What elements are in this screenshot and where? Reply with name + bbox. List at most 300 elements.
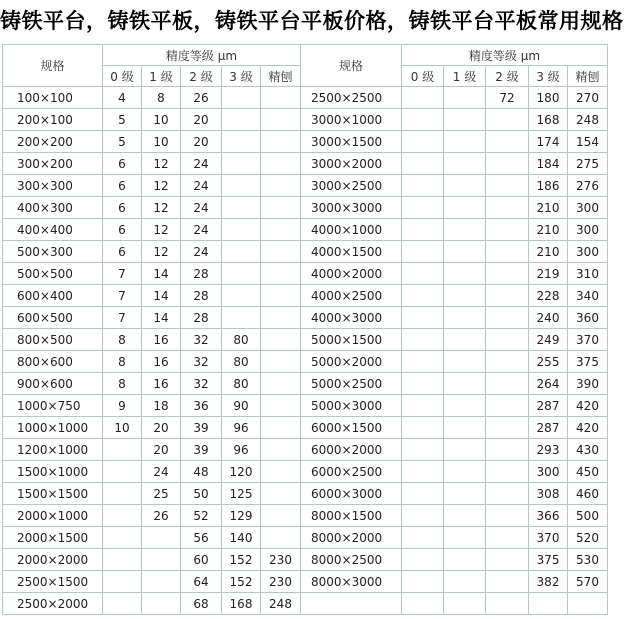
right-planed-cell: 300 [568, 241, 608, 263]
left-grade-2-cell: 26 [181, 87, 222, 109]
left-grade-0-cell [103, 549, 142, 571]
right-grade-1-cell [444, 109, 486, 131]
right-planed-cell: 300 [568, 197, 608, 219]
left-grade-3-cell [222, 175, 261, 197]
grade-3-header: 3 级 [222, 66, 261, 87]
table-row [3, 593, 608, 615]
left-planed-cell [261, 87, 301, 109]
left-planed-cell [261, 505, 301, 527]
left-grade-2-cell: 56 [181, 527, 222, 549]
left-planed-cell [261, 351, 301, 373]
table-row [3, 87, 608, 109]
table-row [3, 153, 608, 175]
right-grade-2-cell [486, 329, 529, 351]
left-planed-cell: 248 [261, 593, 301, 615]
spec-table [2, 44, 608, 615]
right-grade-2-cell [486, 373, 529, 395]
right-grade-2-cell [486, 109, 529, 131]
left-grade-2-cell: 24 [181, 175, 222, 197]
left-grade-0-cell: 9 [103, 395, 142, 417]
right-planed-cell: 420 [568, 395, 608, 417]
right-size-cell: 8000×2500 [301, 549, 402, 571]
right-planed-cell: 375 [568, 351, 608, 373]
right-grade-3-cell: 287 [529, 395, 568, 417]
right-planed-cell: 340 [568, 285, 608, 307]
grade-2-header: 2 级 [486, 66, 529, 87]
left-grade-3-cell [222, 131, 261, 153]
right-grade-0-cell [402, 109, 444, 131]
right-grade-0-cell [402, 505, 444, 527]
left-grade-2-cell: 28 [181, 263, 222, 285]
right-grade-1-cell [444, 593, 486, 615]
left-size-cell: 1500×1000 [3, 461, 103, 483]
right-grade-3-cell: 210 [529, 219, 568, 241]
right-grade-0-cell [402, 329, 444, 351]
left-grade-1-cell: 24 [142, 461, 181, 483]
table-row [3, 263, 608, 285]
spec-header: 规格 [3, 45, 103, 87]
table-row [3, 373, 608, 395]
right-grade-3-cell: 308 [529, 483, 568, 505]
right-grade-0-cell [402, 395, 444, 417]
right-grade-3-cell [529, 593, 568, 615]
left-planed-cell [261, 197, 301, 219]
right-grade-3-cell: 249 [529, 329, 568, 351]
right-size-cell: 4000×2500 [301, 285, 402, 307]
right-grade-2-cell [486, 505, 529, 527]
left-planed-cell [261, 373, 301, 395]
right-size-cell: 8000×1500 [301, 505, 402, 527]
right-planed-cell: 154 [568, 131, 608, 153]
left-planed-cell: 230 [261, 571, 301, 593]
left-grade-3-cell: 90 [222, 395, 261, 417]
right-grade-3-cell: 168 [529, 109, 568, 131]
right-planed-cell: 570 [568, 571, 608, 593]
right-planed-cell: 430 [568, 439, 608, 461]
left-grade-1-cell [142, 549, 181, 571]
right-size-cell: 2500×2500 [301, 87, 402, 109]
right-size-cell: 4000×2000 [301, 263, 402, 285]
right-grade-0-cell [402, 263, 444, 285]
right-grade-2-cell [486, 131, 529, 153]
left-grade-1-cell: 16 [142, 351, 181, 373]
right-planed-cell: 420 [568, 417, 608, 439]
left-size-cell: 900×600 [3, 373, 103, 395]
left-grade-3-cell: 80 [222, 351, 261, 373]
right-grade-2-cell [486, 417, 529, 439]
grade-3-header: 3 级 [529, 66, 568, 87]
left-planed-cell [261, 417, 301, 439]
left-grade-1-cell: 12 [142, 197, 181, 219]
left-grade-1-cell: 10 [142, 131, 181, 153]
left-planed-cell [261, 527, 301, 549]
left-size-cell: 1000×750 [3, 395, 103, 417]
right-planed-cell: 248 [568, 109, 608, 131]
right-planed-cell: 360 [568, 307, 608, 329]
left-grade-2-cell: 24 [181, 219, 222, 241]
right-grade-2-cell [486, 527, 529, 549]
right-grade-1-cell [444, 505, 486, 527]
left-grade-0-cell [103, 527, 142, 549]
right-grade-2-cell [486, 263, 529, 285]
right-grade-0-cell [402, 241, 444, 263]
left-planed-cell [261, 461, 301, 483]
left-size-cell: 1000×1000 [3, 417, 103, 439]
left-grade-0-cell: 7 [103, 307, 142, 329]
table-row [3, 571, 608, 593]
left-size-cell: 2000×2000 [3, 549, 103, 571]
right-size-cell: 4000×1500 [301, 241, 402, 263]
planed-header: 精刨 [568, 66, 608, 87]
left-grade-2-cell: 36 [181, 395, 222, 417]
left-size-cell: 300×300 [3, 175, 103, 197]
left-grade-2-cell: 28 [181, 307, 222, 329]
right-grade-0-cell [402, 461, 444, 483]
right-grade-0-cell [402, 527, 444, 549]
left-grade-2-cell: 28 [181, 285, 222, 307]
right-planed-cell: 270 [568, 87, 608, 109]
right-size-cell: 5000×1500 [301, 329, 402, 351]
left-grade-0-cell: 5 [103, 109, 142, 131]
left-grade-2-cell: 39 [181, 417, 222, 439]
left-grade-3-cell: 140 [222, 527, 261, 549]
right-size-cell: 5000×2500 [301, 373, 402, 395]
right-grade-2-cell [486, 307, 529, 329]
left-size-cell: 600×500 [3, 307, 103, 329]
left-grade-0-cell: 6 [103, 219, 142, 241]
left-grade-3-cell: 96 [222, 439, 261, 461]
left-size-cell: 800×600 [3, 351, 103, 373]
right-grade-3-cell: 210 [529, 241, 568, 263]
right-size-cell: 5000×2000 [301, 351, 402, 373]
left-grade-2-cell: 32 [181, 373, 222, 395]
left-grade-3-cell: 120 [222, 461, 261, 483]
left-grade-3-cell [222, 219, 261, 241]
left-grade-0-cell: 6 [103, 241, 142, 263]
right-grade-2-cell [486, 483, 529, 505]
left-grade-2-cell: 52 [181, 505, 222, 527]
right-size-cell: 4000×3000 [301, 307, 402, 329]
right-grade-2-cell [486, 549, 529, 571]
right-grade-3-cell: 382 [529, 571, 568, 593]
right-grade-0-cell [402, 131, 444, 153]
left-grade-3-cell [222, 197, 261, 219]
left-grade-2-cell: 24 [181, 241, 222, 263]
grade-1-header: 1 级 [142, 66, 181, 87]
right-grade-2-cell [486, 175, 529, 197]
right-size-cell: 8000×2000 [301, 527, 402, 549]
left-grade-2-cell: 60 [181, 549, 222, 571]
left-size-cell: 2000×1500 [3, 527, 103, 549]
left-planed-cell [261, 483, 301, 505]
right-grade-1-cell [444, 571, 486, 593]
table-row [3, 329, 608, 351]
right-grade-3-cell: 366 [529, 505, 568, 527]
left-grade-2-cell: 64 [181, 571, 222, 593]
left-grade-3-cell: 152 [222, 571, 261, 593]
right-grade-0-cell [402, 593, 444, 615]
left-grade-1-cell: 20 [142, 417, 181, 439]
left-planed-cell [261, 439, 301, 461]
left-grade-1-cell: 12 [142, 241, 181, 263]
right-grade-1-cell [444, 285, 486, 307]
right-grade-3-cell: 240 [529, 307, 568, 329]
right-grade-3-cell: 375 [529, 549, 568, 571]
page-title: 铸铁平台，铸铁平板，铸铁平台平板价格，铸铁平台平板常用规格 [0, 8, 624, 33]
right-grade-1-cell [444, 373, 486, 395]
right-grade-3-cell: 184 [529, 153, 568, 175]
precision-header: 精度等级 μm [103, 45, 301, 66]
right-planed-cell: 275 [568, 153, 608, 175]
right-grade-3-cell: 219 [529, 263, 568, 285]
left-grade-0-cell: 7 [103, 285, 142, 307]
table-row [3, 549, 608, 571]
left-grade-1-cell: 14 [142, 285, 181, 307]
right-grade-0-cell [402, 87, 444, 109]
right-grade-3-cell: 293 [529, 439, 568, 461]
right-grade-1-cell [444, 549, 486, 571]
table-row [3, 241, 608, 263]
right-grade-3-cell: 300 [529, 461, 568, 483]
left-grade-0-cell: 4 [103, 87, 142, 109]
left-grade-0-cell [103, 505, 142, 527]
left-grade-0-cell: 6 [103, 153, 142, 175]
table-row [3, 175, 608, 197]
left-grade-3-cell: 80 [222, 329, 261, 351]
right-grade-3-cell: 370 [529, 527, 568, 549]
left-grade-2-cell: 68 [181, 593, 222, 615]
left-planed-cell [261, 395, 301, 417]
right-grade-0-cell [402, 175, 444, 197]
left-grade-3-cell [222, 109, 261, 131]
right-grade-0-cell [402, 571, 444, 593]
left-grade-1-cell: 25 [142, 483, 181, 505]
right-grade-3-cell: 287 [529, 417, 568, 439]
left-grade-2-cell: 20 [181, 131, 222, 153]
right-grade-0-cell [402, 307, 444, 329]
left-grade-2-cell: 20 [181, 109, 222, 131]
right-planed-cell: 450 [568, 461, 608, 483]
left-grade-1-cell: 12 [142, 219, 181, 241]
left-size-cell: 500×300 [3, 241, 103, 263]
right-size-cell: 6000×1500 [301, 417, 402, 439]
left-grade-0-cell [103, 439, 142, 461]
left-grade-3-cell [222, 307, 261, 329]
right-grade-2-cell [486, 571, 529, 593]
right-grade-1-cell [444, 241, 486, 263]
left-grade-3-cell: 80 [222, 373, 261, 395]
right-grade-1-cell [444, 307, 486, 329]
left-grade-1-cell: 10 [142, 109, 181, 131]
left-grade-1-cell [142, 571, 181, 593]
right-size-cell: 3000×3000 [301, 197, 402, 219]
left-size-cell: 600×400 [3, 285, 103, 307]
right-grade-1-cell [444, 417, 486, 439]
left-planed-cell: 230 [261, 549, 301, 571]
right-size-cell: 3000×1000 [301, 109, 402, 131]
left-planed-cell [261, 329, 301, 351]
grade-1-header: 1 级 [444, 66, 486, 87]
left-size-cell: 1200×1000 [3, 439, 103, 461]
left-grade-3-cell [222, 241, 261, 263]
right-planed-cell: 390 [568, 373, 608, 395]
right-grade-1-cell [444, 197, 486, 219]
table-row [3, 527, 608, 549]
spec-header: 规格 [301, 45, 402, 87]
left-grade-2-cell: 24 [181, 153, 222, 175]
table-row [3, 417, 608, 439]
left-planed-cell [261, 175, 301, 197]
right-size-cell: 6000×3000 [301, 483, 402, 505]
left-grade-1-cell: 12 [142, 153, 181, 175]
left-grade-0-cell [103, 571, 142, 593]
right-grade-1-cell [444, 395, 486, 417]
grade-2-header: 2 级 [181, 66, 222, 87]
left-grade-1-cell: 8 [142, 87, 181, 109]
left-size-cell: 500×500 [3, 263, 103, 285]
right-planed-cell [568, 593, 608, 615]
right-size-cell [301, 593, 402, 615]
left-grade-0-cell: 6 [103, 175, 142, 197]
left-grade-2-cell: 50 [181, 483, 222, 505]
right-grade-2-cell [486, 285, 529, 307]
left-size-cell: 300×200 [3, 153, 103, 175]
left-grade-1-cell [142, 527, 181, 549]
left-grade-0-cell: 8 [103, 351, 142, 373]
table-row [3, 285, 608, 307]
table-row [3, 197, 608, 219]
right-planed-cell: 520 [568, 527, 608, 549]
right-grade-3-cell: 228 [529, 285, 568, 307]
left-size-cell: 200×200 [3, 131, 103, 153]
table-row [3, 307, 608, 329]
left-grade-2-cell: 32 [181, 351, 222, 373]
left-grade-0-cell [103, 483, 142, 505]
left-size-cell: 1500×1500 [3, 483, 103, 505]
right-planed-cell: 370 [568, 329, 608, 351]
table-row [3, 395, 608, 417]
right-size-cell: 3000×1500 [301, 131, 402, 153]
left-grade-0-cell [103, 461, 142, 483]
right-grade-1-cell [444, 461, 486, 483]
left-grade-0-cell: 10 [103, 417, 142, 439]
right-grade-1-cell [444, 263, 486, 285]
left-planed-cell [261, 131, 301, 153]
right-grade-1-cell [444, 131, 486, 153]
right-grade-3-cell: 264 [529, 373, 568, 395]
left-planed-cell [261, 285, 301, 307]
right-grade-2-cell [486, 351, 529, 373]
left-grade-3-cell: 96 [222, 417, 261, 439]
left-grade-3-cell [222, 285, 261, 307]
left-size-cell: 400×400 [3, 219, 103, 241]
right-grade-2-cell: 72 [486, 87, 529, 109]
right-planed-cell: 530 [568, 549, 608, 571]
right-grade-2-cell [486, 395, 529, 417]
left-grade-1-cell: 14 [142, 263, 181, 285]
table-row [3, 483, 608, 505]
right-planed-cell: 276 [568, 175, 608, 197]
left-size-cell: 100×100 [3, 87, 103, 109]
planed-header: 精刨 [261, 66, 301, 87]
left-grade-2-cell: 39 [181, 439, 222, 461]
left-size-cell: 400×300 [3, 197, 103, 219]
right-size-cell: 5000×3000 [301, 395, 402, 417]
right-grade-2-cell [486, 197, 529, 219]
table-row [3, 439, 608, 461]
right-grade-0-cell [402, 549, 444, 571]
left-grade-0-cell: 7 [103, 263, 142, 285]
left-grade-3-cell: 152 [222, 549, 261, 571]
right-grade-2-cell [486, 219, 529, 241]
right-planed-cell: 500 [568, 505, 608, 527]
table-row [3, 219, 608, 241]
right-grade-1-cell [444, 527, 486, 549]
right-size-cell: 3000×2500 [301, 175, 402, 197]
right-grade-1-cell [444, 439, 486, 461]
right-grade-3-cell: 210 [529, 197, 568, 219]
right-grade-1-cell [444, 153, 486, 175]
table-row [3, 461, 608, 483]
right-planed-cell: 300 [568, 219, 608, 241]
right-grade-1-cell [444, 87, 486, 109]
right-grade-3-cell: 186 [529, 175, 568, 197]
right-grade-2-cell [486, 593, 529, 615]
left-grade-3-cell: 125 [222, 483, 261, 505]
left-grade-2-cell: 24 [181, 197, 222, 219]
right-size-cell: 3000×2000 [301, 153, 402, 175]
left-grade-1-cell: 16 [142, 373, 181, 395]
left-grade-0-cell: 8 [103, 329, 142, 351]
left-planed-cell [261, 263, 301, 285]
left-size-cell: 2500×2000 [3, 593, 103, 615]
right-size-cell: 6000×2500 [301, 461, 402, 483]
right-grade-0-cell [402, 153, 444, 175]
left-size-cell: 200×100 [3, 109, 103, 131]
table-row [3, 351, 608, 373]
left-grade-3-cell: 129 [222, 505, 261, 527]
left-planed-cell [261, 219, 301, 241]
right-grade-1-cell [444, 219, 486, 241]
left-planed-cell [261, 241, 301, 263]
left-grade-3-cell [222, 87, 261, 109]
left-planed-cell [261, 153, 301, 175]
right-grade-0-cell [402, 285, 444, 307]
left-grade-0-cell [103, 593, 142, 615]
left-grade-0-cell: 6 [103, 197, 142, 219]
right-grade-3-cell: 255 [529, 351, 568, 373]
right-grade-1-cell [444, 351, 486, 373]
right-grade-2-cell [486, 241, 529, 263]
right-grade-2-cell [486, 439, 529, 461]
left-grade-1-cell: 20 [142, 439, 181, 461]
right-planed-cell: 460 [568, 483, 608, 505]
right-grade-1-cell [444, 483, 486, 505]
left-grade-0-cell: 5 [103, 131, 142, 153]
table-row [3, 131, 608, 153]
left-planed-cell [261, 307, 301, 329]
left-planed-cell [261, 109, 301, 131]
left-size-cell: 2500×1500 [3, 571, 103, 593]
right-grade-3-cell: 174 [529, 131, 568, 153]
precision-header: 精度等级 μm [402, 45, 608, 66]
grade-0-header: 0 级 [103, 66, 142, 87]
left-grade-3-cell: 168 [222, 593, 261, 615]
left-grade-1-cell: 14 [142, 307, 181, 329]
right-grade-0-cell [402, 351, 444, 373]
left-grade-3-cell [222, 153, 261, 175]
left-grade-1-cell [142, 593, 181, 615]
